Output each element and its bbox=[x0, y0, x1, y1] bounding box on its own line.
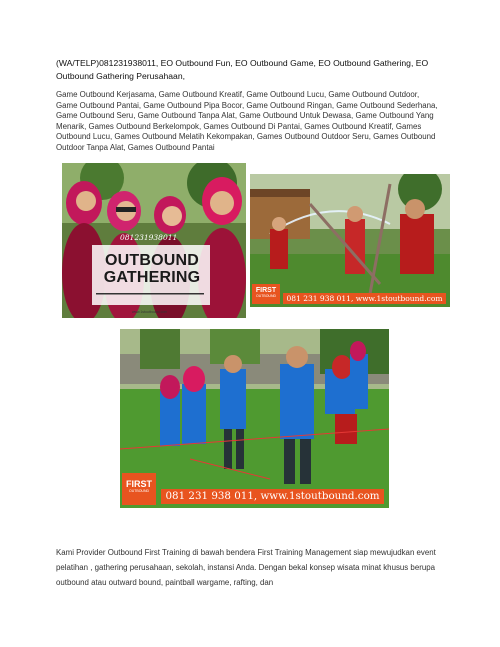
body-paragraph: Kami Provider Outbound First Training di bawah bendera First Training Management siap mewujudkan event pelatihan , gathering perusahaan, sekolah, instansi Anda. Dengan bekal konsep wisata minat khusus berupa outbound atau outward bound, paintball wargame, rafting, dan bbox=[56, 548, 436, 587]
first-outbound-logo: FIRST OUTBOUND bbox=[122, 473, 156, 505]
overlay-title: OUTBOUND GATHERING bbox=[103, 252, 201, 286]
team-activity-photo bbox=[120, 329, 389, 508]
first-outbound-logo: FIRST OUTBOUND bbox=[252, 284, 280, 304]
overlay-phone: 081231938011 bbox=[120, 233, 178, 242]
keyword-paragraph: Game Outbound Kerjasama, Game Outbound Kreatif, Game Outbound Lucu, Game Outbound Outdoor, Game Outbound Pantai, Game Outbound Pipa Bocor, Game Outbound Ringan, Game Outbound Sederhana, Game Outbound Seru, Game Outbound Tanpa Alat, Game Outbound Untuk Dewasa, Game Outbound Yang Menarik, Games Outbound Berkelompok, Games Outbound Di Pantai, Games Outbound Kreatif, Games Outbound Lucu, Games Outbound Melatih Kekompakan, Games Outbound Outdoor Seru, Games Outbound Outdoor Tanpa Alat, Games Outbound Pantai bbox=[56, 90, 438, 152]
overlay-url: www.1stoutbound.com bbox=[132, 310, 168, 314]
water-game-photo bbox=[250, 174, 450, 307]
contact-banner: 081 231 938 011, www.1stoutbound.com bbox=[283, 293, 446, 304]
contact-banner: 081 231 938 011, www.1stoutbound.com bbox=[161, 489, 384, 504]
document-heading: (WA/TELP)081231938011, EO Outbound Fun, EO Outbound Game, EO Outbound Gathering, EO Outbound Gathering Perusahaan, bbox=[56, 58, 429, 81]
outbound-gathering-photo bbox=[62, 163, 246, 318]
